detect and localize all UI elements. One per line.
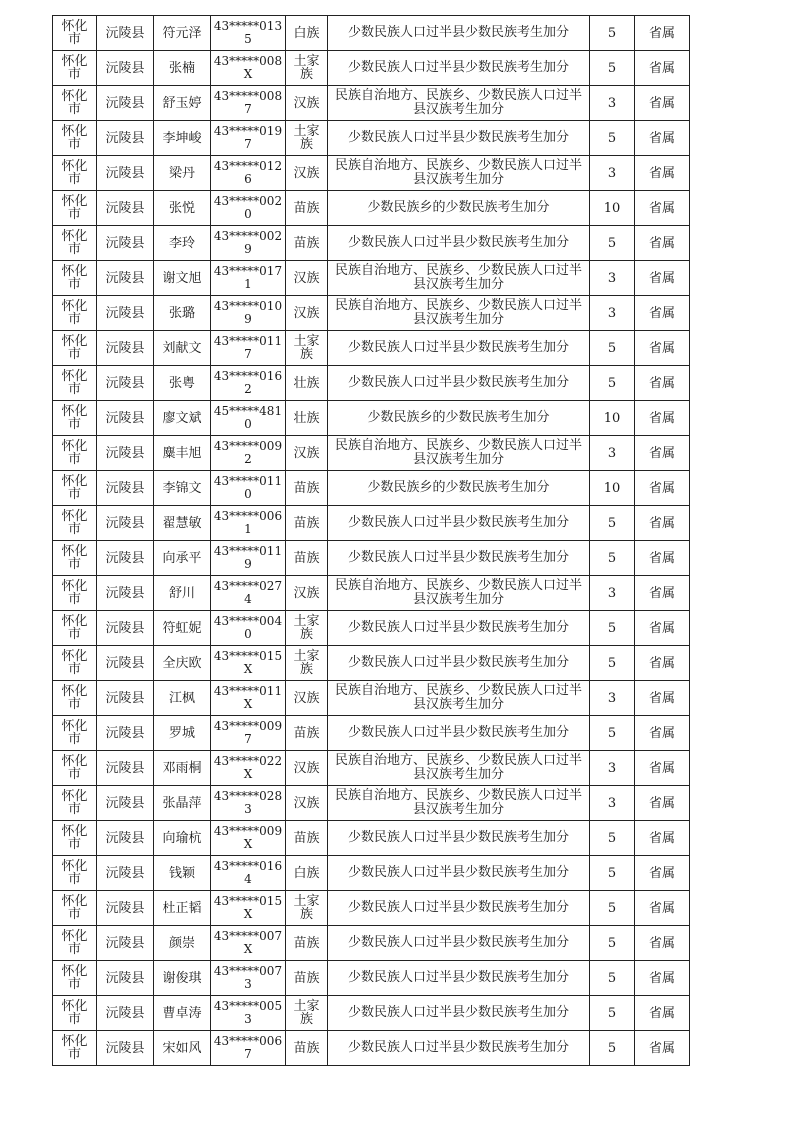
id-number-cell: 43*****0164	[211, 856, 286, 891]
level-cell: 省属	[635, 366, 690, 401]
ethnicity-cell: 苗族	[286, 226, 328, 261]
ethnicity-cell: 土家族	[286, 611, 328, 646]
level-cell: 省属	[635, 121, 690, 156]
level-cell: 省属	[635, 891, 690, 926]
table-row	[53, 1031, 690, 1066]
table-body	[53, 16, 690, 1066]
table-row	[53, 226, 690, 261]
id-number-cell: 43*****0197	[211, 121, 286, 156]
city-cell: 怀化市	[53, 401, 97, 436]
table-row	[53, 121, 690, 156]
city-cell: 怀化市	[53, 261, 97, 296]
ethnicity-cell: 苗族	[286, 471, 328, 506]
county-cell: 沅陵县	[97, 86, 154, 121]
city-cell: 怀化市	[53, 86, 97, 121]
name-cell: 符元泽	[154, 16, 211, 51]
id-number-cell: 43*****0283	[211, 786, 286, 821]
county-cell: 沅陵县	[97, 261, 154, 296]
city-cell: 怀化市	[53, 681, 97, 716]
policy-cell: 少数民族人口过半县少数民族考生加分	[328, 856, 590, 891]
city-cell: 怀化市	[53, 751, 97, 786]
policy-cell: 少数民族人口过半县少数民族考生加分	[328, 331, 590, 366]
id-number-cell: 43*****0097	[211, 716, 286, 751]
county-cell: 沅陵县	[97, 296, 154, 331]
points-cell: 10	[590, 471, 635, 506]
policy-cell: 少数民族人口过半县少数民族考生加分	[328, 996, 590, 1031]
table-row	[53, 506, 690, 541]
county-cell: 沅陵县	[97, 366, 154, 401]
ethnicity-cell: 土家族	[286, 331, 328, 366]
table-row	[53, 436, 690, 471]
table-row	[53, 716, 690, 751]
points-cell: 5	[590, 891, 635, 926]
ethnicity-cell: 苗族	[286, 541, 328, 576]
ethnicity-cell: 苗族	[286, 1031, 328, 1066]
id-number-cell: 43*****0092	[211, 436, 286, 471]
ethnicity-cell: 汉族	[286, 681, 328, 716]
city-cell: 怀化市	[53, 786, 97, 821]
points-cell: 5	[590, 226, 635, 261]
county-cell: 沅陵县	[97, 996, 154, 1031]
policy-cell: 少数民族乡的少数民族考生加分	[328, 191, 590, 226]
points-cell: 3	[590, 296, 635, 331]
table-row	[53, 576, 690, 611]
ethnicity-cell: 汉族	[286, 261, 328, 296]
policy-cell: 民族自治地方、民族乡、少数民族人口过半县汉族考生加分	[328, 436, 590, 471]
ethnicity-cell: 土家族	[286, 891, 328, 926]
county-cell: 沅陵县	[97, 156, 154, 191]
name-cell: 李坤峻	[154, 121, 211, 156]
city-cell: 怀化市	[53, 436, 97, 471]
policy-cell: 少数民族人口过半县少数民族考生加分	[328, 51, 590, 86]
city-cell: 怀化市	[53, 856, 97, 891]
id-number-cell: 43*****008X	[211, 51, 286, 86]
name-cell: 舒川	[154, 576, 211, 611]
name-cell: 李锦文	[154, 471, 211, 506]
city-cell: 怀化市	[53, 576, 97, 611]
id-number-cell: 43*****0110	[211, 471, 286, 506]
bonus-points-table-page	[52, 15, 689, 1066]
city-cell: 怀化市	[53, 156, 97, 191]
name-cell: 翟慧敏	[154, 506, 211, 541]
ethnicity-cell: 土家族	[286, 51, 328, 86]
county-cell: 沅陵县	[97, 51, 154, 86]
table-row	[53, 681, 690, 716]
id-number-cell: 43*****0029	[211, 226, 286, 261]
county-cell: 沅陵县	[97, 926, 154, 961]
level-cell: 省属	[635, 436, 690, 471]
name-cell: 江枫	[154, 681, 211, 716]
points-cell: 5	[590, 821, 635, 856]
points-cell: 5	[590, 1031, 635, 1066]
county-cell: 沅陵县	[97, 401, 154, 436]
policy-cell: 少数民族人口过半县少数民族考生加分	[328, 611, 590, 646]
policy-cell: 少数民族人口过半县少数民族考生加分	[328, 891, 590, 926]
city-cell: 怀化市	[53, 1031, 97, 1066]
county-cell: 沅陵县	[97, 891, 154, 926]
county-cell: 沅陵县	[97, 541, 154, 576]
county-cell: 沅陵县	[97, 961, 154, 996]
table-row	[53, 856, 690, 891]
bonus-points-table	[52, 15, 690, 1066]
table-row	[53, 261, 690, 296]
table-row	[53, 821, 690, 856]
name-cell: 李玲	[154, 226, 211, 261]
policy-cell: 少数民族人口过半县少数民族考生加分	[328, 716, 590, 751]
level-cell: 省属	[635, 786, 690, 821]
name-cell: 全庆欧	[154, 646, 211, 681]
policy-cell: 少数民族乡的少数民族考生加分	[328, 401, 590, 436]
level-cell: 省属	[635, 961, 690, 996]
policy-cell: 少数民族乡的少数民族考生加分	[328, 471, 590, 506]
points-cell: 3	[590, 786, 635, 821]
points-cell: 5	[590, 541, 635, 576]
policy-cell: 少数民族人口过半县少数民族考生加分	[328, 821, 590, 856]
name-cell: 宋如风	[154, 1031, 211, 1066]
name-cell: 张晶萍	[154, 786, 211, 821]
name-cell: 张璐	[154, 296, 211, 331]
points-cell: 5	[590, 996, 635, 1031]
id-number-cell: 43*****0020	[211, 191, 286, 226]
name-cell: 钱颖	[154, 856, 211, 891]
name-cell: 梁丹	[154, 156, 211, 191]
points-cell: 5	[590, 331, 635, 366]
name-cell: 廖文斌	[154, 401, 211, 436]
points-cell: 10	[590, 191, 635, 226]
table-row	[53, 191, 690, 226]
policy-cell: 民族自治地方、民族乡、少数民族人口过半县汉族考生加分	[328, 681, 590, 716]
id-number-cell: 43*****0119	[211, 541, 286, 576]
points-cell: 5	[590, 121, 635, 156]
points-cell: 5	[590, 611, 635, 646]
id-number-cell: 43*****0171	[211, 261, 286, 296]
ethnicity-cell: 白族	[286, 856, 328, 891]
policy-cell: 少数民族人口过半县少数民族考生加分	[328, 506, 590, 541]
table-row	[53, 296, 690, 331]
id-number-cell: 43*****0126	[211, 156, 286, 191]
points-cell: 5	[590, 856, 635, 891]
policy-cell: 少数民族人口过半县少数民族考生加分	[328, 1031, 590, 1066]
id-number-cell: 43*****0117	[211, 331, 286, 366]
level-cell: 省属	[635, 191, 690, 226]
ethnicity-cell: 苗族	[286, 961, 328, 996]
city-cell: 怀化市	[53, 16, 97, 51]
points-cell: 5	[590, 51, 635, 86]
county-cell: 沅陵县	[97, 16, 154, 51]
id-number-cell: 43*****0274	[211, 576, 286, 611]
table-row	[53, 786, 690, 821]
level-cell: 省属	[635, 681, 690, 716]
level-cell: 省属	[635, 506, 690, 541]
city-cell: 怀化市	[53, 961, 97, 996]
id-number-cell: 43*****0061	[211, 506, 286, 541]
name-cell: 谢文旭	[154, 261, 211, 296]
level-cell: 省属	[635, 401, 690, 436]
level-cell: 省属	[635, 716, 690, 751]
level-cell: 省属	[635, 926, 690, 961]
county-cell: 沅陵县	[97, 436, 154, 471]
points-cell: 3	[590, 261, 635, 296]
points-cell: 10	[590, 401, 635, 436]
policy-cell: 民族自治地方、民族乡、少数民族人口过半县汉族考生加分	[328, 786, 590, 821]
county-cell: 沅陵县	[97, 576, 154, 611]
policy-cell: 民族自治地方、民族乡、少数民族人口过半县汉族考生加分	[328, 751, 590, 786]
points-cell: 3	[590, 576, 635, 611]
id-number-cell: 43*****015X	[211, 891, 286, 926]
table-row	[53, 366, 690, 401]
level-cell: 省属	[635, 996, 690, 1031]
city-cell: 怀化市	[53, 996, 97, 1031]
level-cell: 省属	[635, 1031, 690, 1066]
ethnicity-cell: 苗族	[286, 821, 328, 856]
table-row	[53, 646, 690, 681]
name-cell: 向瑜杭	[154, 821, 211, 856]
id-number-cell: 43*****0162	[211, 366, 286, 401]
level-cell: 省属	[635, 86, 690, 121]
policy-cell: 少数民族人口过半县少数民族考生加分	[328, 961, 590, 996]
city-cell: 怀化市	[53, 471, 97, 506]
points-cell: 5	[590, 366, 635, 401]
name-cell: 舒玉婷	[154, 86, 211, 121]
city-cell: 怀化市	[53, 121, 97, 156]
points-cell: 5	[590, 716, 635, 751]
table-row	[53, 751, 690, 786]
points-cell: 3	[590, 751, 635, 786]
policy-cell: 少数民族人口过半县少数民族考生加分	[328, 121, 590, 156]
name-cell: 邓雨桐	[154, 751, 211, 786]
name-cell: 刘献文	[154, 331, 211, 366]
name-cell: 曹卓涛	[154, 996, 211, 1031]
table-row	[53, 926, 690, 961]
county-cell: 沅陵县	[97, 786, 154, 821]
level-cell: 省属	[635, 821, 690, 856]
points-cell: 3	[590, 86, 635, 121]
ethnicity-cell: 汉族	[286, 436, 328, 471]
policy-cell: 民族自治地方、民族乡、少数民族人口过半县汉族考生加分	[328, 86, 590, 121]
policy-cell: 少数民族人口过半县少数民族考生加分	[328, 366, 590, 401]
city-cell: 怀化市	[53, 296, 97, 331]
level-cell: 省属	[635, 331, 690, 366]
level-cell: 省属	[635, 156, 690, 191]
ethnicity-cell: 白族	[286, 16, 328, 51]
county-cell: 沅陵县	[97, 751, 154, 786]
ethnicity-cell: 苗族	[286, 191, 328, 226]
city-cell: 怀化市	[53, 891, 97, 926]
city-cell: 怀化市	[53, 506, 97, 541]
name-cell: 张楠	[154, 51, 211, 86]
city-cell: 怀化市	[53, 331, 97, 366]
id-number-cell: 43*****0087	[211, 86, 286, 121]
city-cell: 怀化市	[53, 646, 97, 681]
id-number-cell: 43*****011X	[211, 681, 286, 716]
city-cell: 怀化市	[53, 926, 97, 961]
city-cell: 怀化市	[53, 51, 97, 86]
city-cell: 怀化市	[53, 366, 97, 401]
id-number-cell: 45*****4810	[211, 401, 286, 436]
county-cell: 沅陵县	[97, 226, 154, 261]
level-cell: 省属	[635, 226, 690, 261]
id-number-cell: 43*****007X	[211, 926, 286, 961]
city-cell: 怀化市	[53, 716, 97, 751]
table-row	[53, 401, 690, 436]
ethnicity-cell: 汉族	[286, 156, 328, 191]
policy-cell: 少数民族人口过半县少数民族考生加分	[328, 16, 590, 51]
county-cell: 沅陵县	[97, 611, 154, 646]
table-row	[53, 891, 690, 926]
points-cell: 5	[590, 926, 635, 961]
name-cell: 麋丰旭	[154, 436, 211, 471]
ethnicity-cell: 汉族	[286, 296, 328, 331]
policy-cell: 少数民族人口过半县少数民族考生加分	[328, 226, 590, 261]
level-cell: 省属	[635, 646, 690, 681]
name-cell: 张悦	[154, 191, 211, 226]
city-cell: 怀化市	[53, 611, 97, 646]
ethnicity-cell: 土家族	[286, 646, 328, 681]
county-cell: 沅陵县	[97, 646, 154, 681]
county-cell: 沅陵县	[97, 821, 154, 856]
policy-cell: 少数民族人口过半县少数民族考生加分	[328, 646, 590, 681]
table-row	[53, 961, 690, 996]
name-cell: 向承平	[154, 541, 211, 576]
id-number-cell: 43*****0067	[211, 1031, 286, 1066]
city-cell: 怀化市	[53, 226, 97, 261]
level-cell: 省属	[635, 576, 690, 611]
city-cell: 怀化市	[53, 821, 97, 856]
name-cell: 罗城	[154, 716, 211, 751]
policy-cell: 少数民族人口过半县少数民族考生加分	[328, 926, 590, 961]
level-cell: 省属	[635, 856, 690, 891]
id-number-cell: 43*****009X	[211, 821, 286, 856]
ethnicity-cell: 土家族	[286, 121, 328, 156]
table-row	[53, 331, 690, 366]
policy-cell: 少数民族人口过半县少数民族考生加分	[328, 541, 590, 576]
ethnicity-cell: 汉族	[286, 786, 328, 821]
points-cell: 3	[590, 681, 635, 716]
ethnicity-cell: 苗族	[286, 716, 328, 751]
level-cell: 省属	[635, 16, 690, 51]
table-row	[53, 16, 690, 51]
id-number-cell: 43*****0040	[211, 611, 286, 646]
name-cell: 谢俊琪	[154, 961, 211, 996]
ethnicity-cell: 苗族	[286, 506, 328, 541]
table-row	[53, 51, 690, 86]
level-cell: 省属	[635, 611, 690, 646]
level-cell: 省属	[635, 261, 690, 296]
county-cell: 沅陵县	[97, 471, 154, 506]
county-cell: 沅陵县	[97, 716, 154, 751]
id-number-cell: 43*****015X	[211, 646, 286, 681]
table-row	[53, 86, 690, 121]
county-cell: 沅陵县	[97, 506, 154, 541]
county-cell: 沅陵县	[97, 856, 154, 891]
level-cell: 省属	[635, 751, 690, 786]
ethnicity-cell: 汉族	[286, 751, 328, 786]
level-cell: 省属	[635, 471, 690, 506]
id-number-cell: 43*****022X	[211, 751, 286, 786]
table-row	[53, 541, 690, 576]
policy-cell: 民族自治地方、民族乡、少数民族人口过半县汉族考生加分	[328, 296, 590, 331]
city-cell: 怀化市	[53, 541, 97, 576]
level-cell: 省属	[635, 51, 690, 86]
points-cell: 5	[590, 506, 635, 541]
ethnicity-cell: 汉族	[286, 86, 328, 121]
name-cell: 张粤	[154, 366, 211, 401]
city-cell: 怀化市	[53, 191, 97, 226]
policy-cell: 民族自治地方、民族乡、少数民族人口过半县汉族考生加分	[328, 156, 590, 191]
county-cell: 沅陵县	[97, 331, 154, 366]
ethnicity-cell: 壮族	[286, 366, 328, 401]
name-cell: 颜崇	[154, 926, 211, 961]
name-cell: 符虹妮	[154, 611, 211, 646]
ethnicity-cell: 苗族	[286, 926, 328, 961]
policy-cell: 民族自治地方、民族乡、少数民族人口过半县汉族考生加分	[328, 576, 590, 611]
county-cell: 沅陵县	[97, 1031, 154, 1066]
ethnicity-cell: 壮族	[286, 401, 328, 436]
table-row	[53, 996, 690, 1031]
level-cell: 省属	[635, 541, 690, 576]
points-cell: 5	[590, 961, 635, 996]
points-cell: 3	[590, 436, 635, 471]
ethnicity-cell: 土家族	[286, 996, 328, 1031]
points-cell: 5	[590, 646, 635, 681]
name-cell: 杜正韬	[154, 891, 211, 926]
table-row	[53, 471, 690, 506]
county-cell: 沅陵县	[97, 191, 154, 226]
id-number-cell: 43*****0073	[211, 961, 286, 996]
points-cell: 3	[590, 156, 635, 191]
county-cell: 沅陵县	[97, 681, 154, 716]
policy-cell: 民族自治地方、民族乡、少数民族人口过半县汉族考生加分	[328, 261, 590, 296]
county-cell: 沅陵县	[97, 121, 154, 156]
level-cell: 省属	[635, 296, 690, 331]
id-number-cell: 43*****0053	[211, 996, 286, 1031]
id-number-cell: 43*****0135	[211, 16, 286, 51]
table-row	[53, 611, 690, 646]
table-row	[53, 156, 690, 191]
points-cell: 5	[590, 16, 635, 51]
id-number-cell: 43*****0109	[211, 296, 286, 331]
ethnicity-cell: 汉族	[286, 576, 328, 611]
